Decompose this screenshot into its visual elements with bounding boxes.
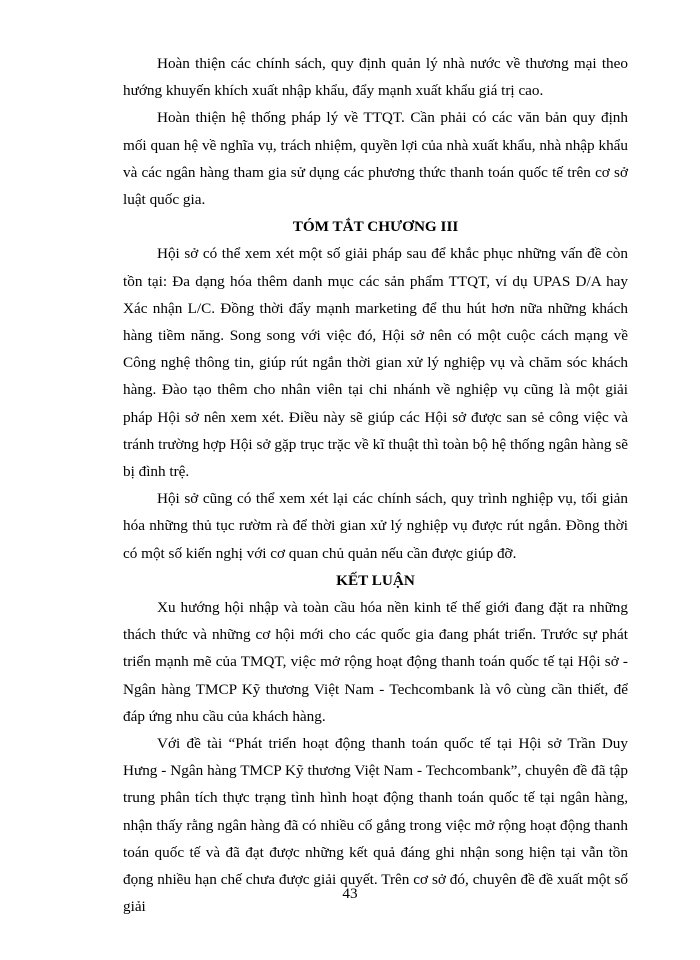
conclusion-heading: KẾT LUẬN: [336, 571, 415, 589]
paragraph-summary-solutions: Hội sở có thể xem xét một số giải pháp sau để khắc phục những vấn đề còn tồn tại: Đa dạng hóa thêm danh mục các sản phẩm TTQT, ví dụ UPAS D/A hay Xác nhận L/C. Đồng thời đẩy mạnh marketing để thu hút hơn nữa những khách hàng tiềm năng. Song song với việc đó, Hội sở nên có một cuộc cách mạng về Công nghệ thông tin, giúp rút ngắn thời gian xử lý nghiệp vụ và chăm sóc khách hàng. Đào tạo thêm cho nhân viên tại chi nhánh về nghiệp vụ cũng là một giải pháp Hội sở nên xem xét. Điều này sẽ giúp các Hội sở được san sẻ công việc và tránh trường hợp Hội sở gặp trục trặc về kĩ thuật thì toàn bộ hệ thống ngân hàng sẽ bị đình trệ.: [123, 245, 628, 481]
paragraph-trade-policy: Hoàn thiện các chính sách, quy định quản lý nhà nước về thương mại theo hướng khuyến khích xuất nhập khẩu, đẩy mạnh xuất khẩu giá trị cao.: [123, 55, 628, 100]
document-body: [123, 50, 628, 921]
page-number: 43: [342, 885, 358, 902]
paragraph-legal-system: Hoàn thiện hệ thống pháp lý về TTQT. Cần phải có các văn bản quy định mối quan hệ về nghĩa vụ, trách nhiệm, quyền lợi của nhà xuất khẩu, nhà nhập khẩu và các ngân hàng tham gia sử dụng các phương thức thanh toán quốc tế trên cơ sở luật quốc gia.: [123, 109, 628, 209]
chapter-summary-heading: TÓM TẮT CHƯƠNG III: [292, 218, 459, 236]
paragraph-summary-policies: Hội sở cũng có thể xem xét lại các chính sách, quy trình nghiệp vụ, tối giản hóa những thủ tục rườm rà để thời gian xử lý nghiệp vụ được rút ngắn. Đồng thời có một số kiến nghị với cơ quan chủ quản nếu cần được giúp đỡ.: [123, 490, 628, 562]
paragraph-conclusion-topic: Với đề tài “Phát triển hoạt động thanh toán quốc tế tại Hội sở Trần Duy Hưng - Ngân hàng TMCP Kỹ thương Việt Nam - Techcombank”, chuyên đề đã tập trung phân tích thực trạng tình hình hoạt động thanh toán quốc tế tại ngân hàng, nhận thấy rằng ngân hàng đã có nhiều cố gắng trong việc mở rộng hoạt động thanh toán quốc tế và đã đạt được những kết quả đáng ghi nhận song hiện tại vẫn tồn đọng nhiều hạn chế chưa được giải quyết. Trên cơ sở đó, chuyên đề đề xuất một số giải: [123, 735, 628, 916]
paragraph-conclusion-trend: Xu hướng hội nhập và toàn cầu hóa nền kinh tế thế giới đang đặt ra những thách thức và những cơ hội mới cho các quốc gia đang phát triển. Trước sự phát triển mạnh mẽ của TMQT, việc mở rộng hoạt động thanh toán quốc tế tại Hội sở - Ngân hàng TMCP Kỹ thương Việt Nam - Techcombank là vô cùng cần thiết, để đáp ứng nhu cầu của khách hàng.: [123, 599, 628, 725]
